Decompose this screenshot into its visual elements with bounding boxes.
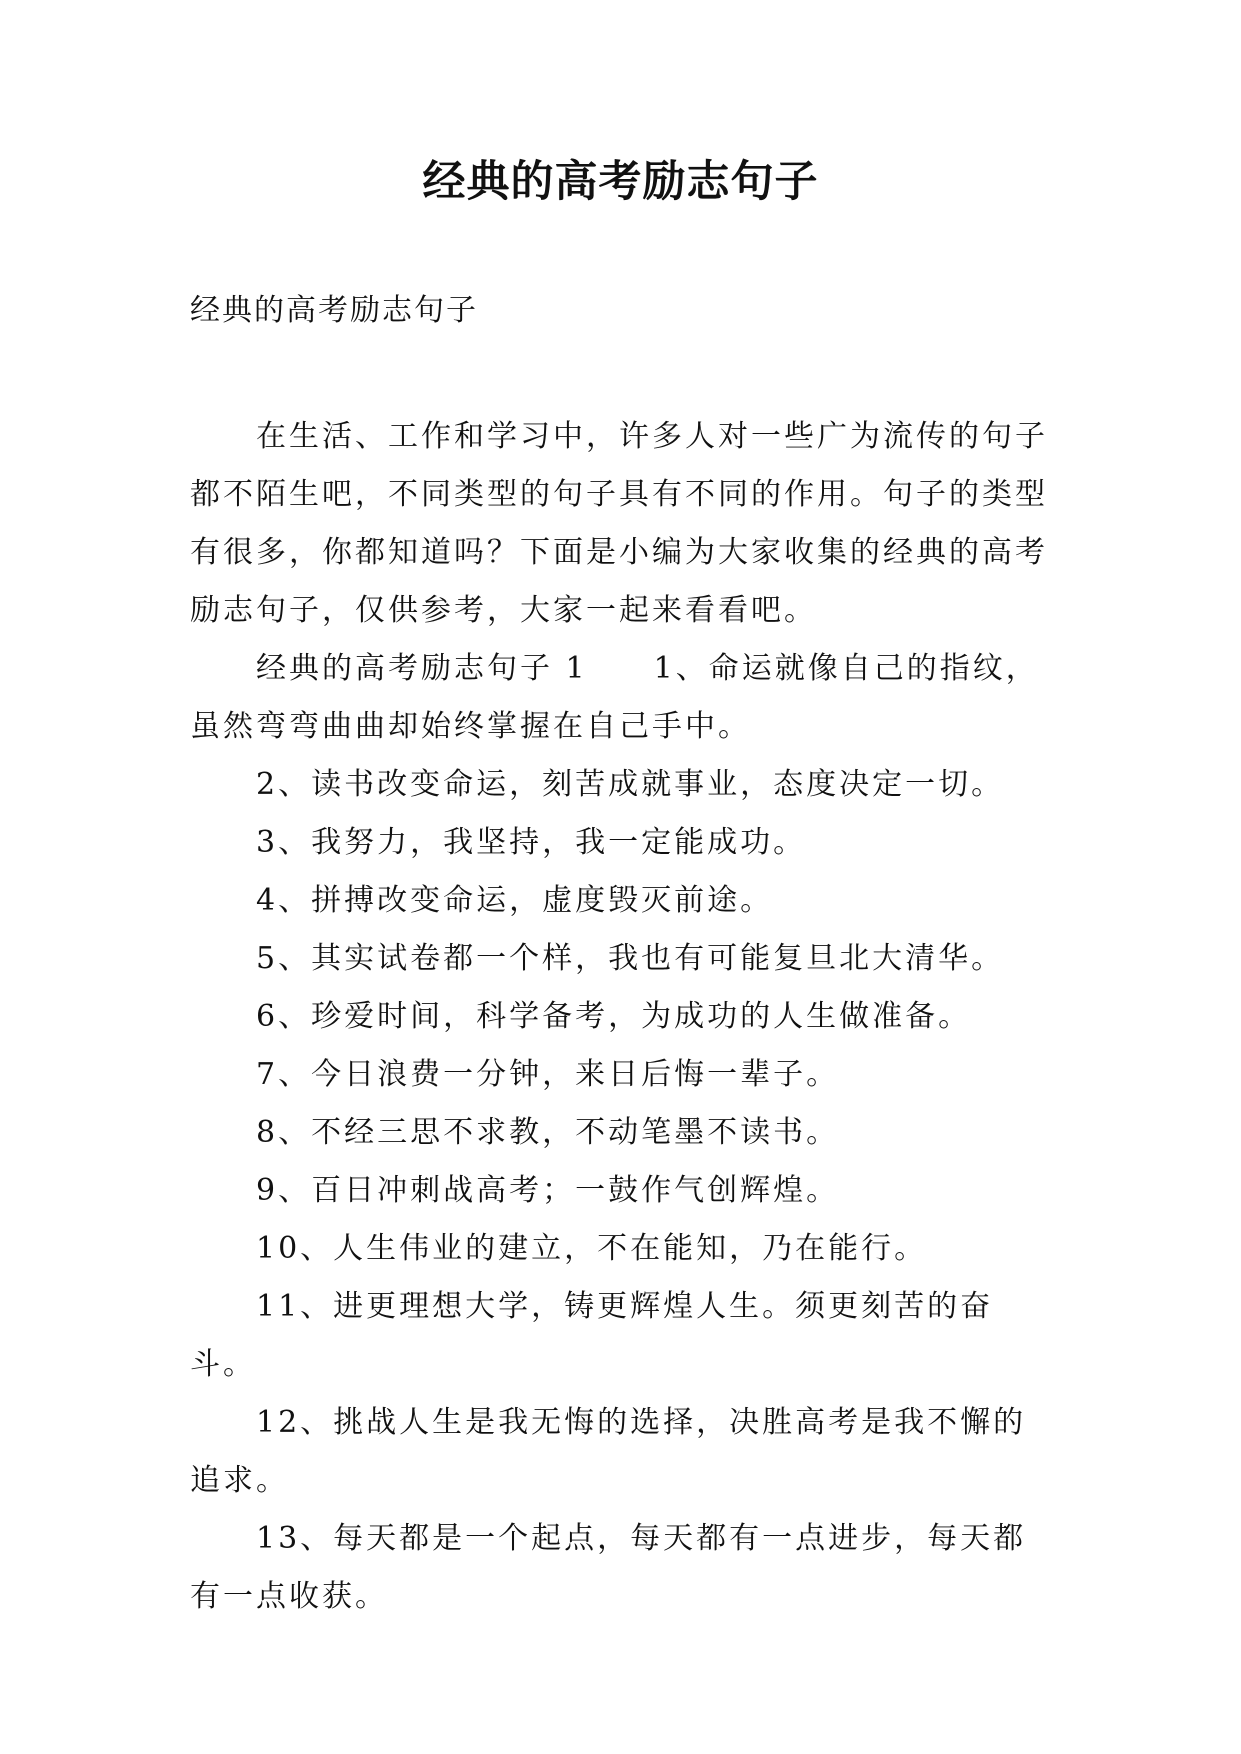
quote-item-2: 2、读书改变命运，刻苦成就事业，态度决定一切。 [256, 767, 1005, 802]
quote-item-7: 7、今日浪费一分钟，来日后悔一辈子。 [256, 1057, 840, 1092]
document-body [190, 408, 1050, 1626]
quote-item-4: 4、拼搏改变命运，虚度毁灭前途。 [256, 883, 774, 918]
quote-item-3: 3、我努力，我坚持，我一定能成功。 [256, 825, 807, 860]
quote-item-12: 12、挑战人生是我无悔的选择，决胜高考是我不懈的追求。 [190, 1405, 1027, 1498]
quote-item-13: 13、每天都是一个起点，每天都有一点进步，每天都有一点收获。 [190, 1521, 1027, 1614]
quote-item-8: 8、不经三思不求教，不动笔墨不读书。 [256, 1115, 840, 1150]
intro-paragraph: 在生活、工作和学习中，许多人对一些广为流传的句子都不陌生吧，不同类型的句子具有不同的作用。句子的类型有很多，你都知道吗？下面是小编为大家收集的经典的高考励志句子，仅供参考，大家一起来看看吧。 [190, 419, 1048, 628]
quote-paragraph-1: 经典的高考励志句子 1 1、命运就像自己的指纹，虽然弯弯曲曲却始终掌握在自己手中。 [190, 651, 1039, 744]
document-subtitle: 经典的高考励志句子 [190, 293, 478, 328]
document-title: 经典的高考励志句子 [422, 157, 819, 207]
quote-item-6: 6、珍爱时间，科学备考，为成功的人生做准备。 [256, 999, 972, 1034]
quote-item-10: 10、人生伟业的建立，不在能知，乃在能行。 [256, 1231, 928, 1266]
quote-item-11: 11、进更理想大学，铸更辉煌人生。须更刻苦的奋斗。 [190, 1289, 994, 1382]
quote-item-5: 5、其实试卷都一个样，我也有可能复旦北大清华。 [256, 941, 1005, 976]
quote-item-9: 9、百日冲刺战高考；一鼓作气创辉煌。 [256, 1173, 840, 1208]
